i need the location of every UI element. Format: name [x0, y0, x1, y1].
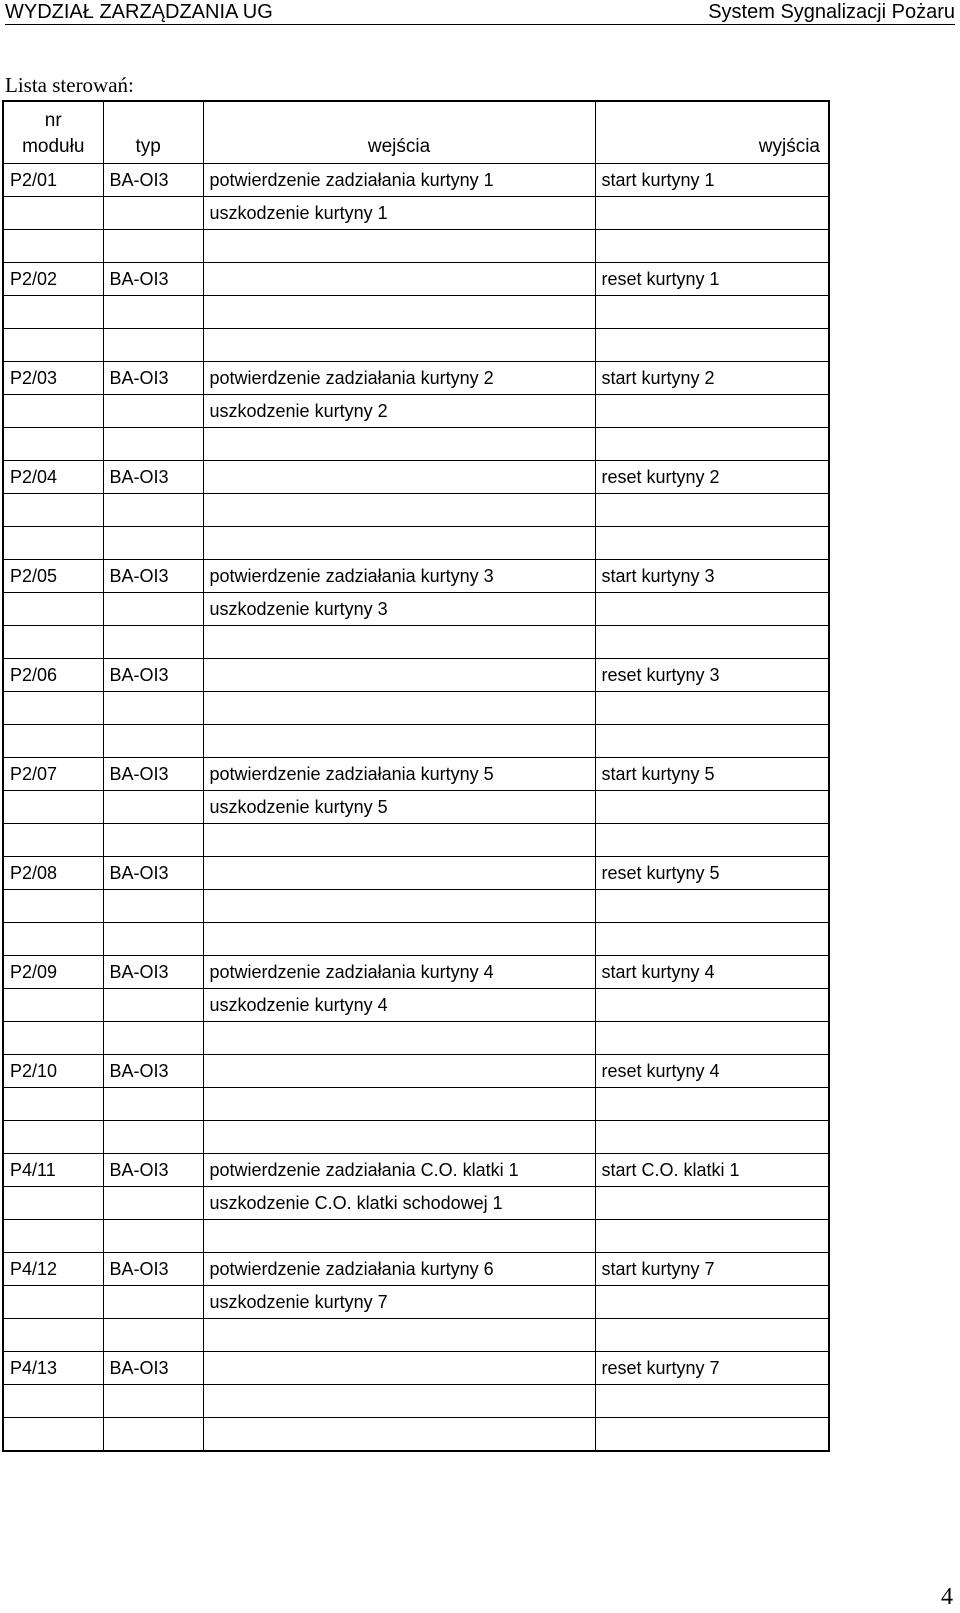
table-row — [3, 659, 829, 692]
cell-type: BA-OI3 — [103, 956, 203, 989]
cell-output — [595, 890, 829, 923]
cell-type — [103, 890, 203, 923]
cell-output — [595, 1220, 829, 1253]
cell-type — [103, 329, 203, 362]
cell-type: BA-OI3 — [103, 659, 203, 692]
cell-output — [595, 923, 829, 956]
cell-module-number — [3, 1286, 103, 1319]
table-row — [3, 1154, 829, 1187]
cell-type: BA-OI3 — [103, 461, 203, 494]
cell-type — [103, 824, 203, 857]
table-row — [3, 329, 829, 362]
cell-module-number — [3, 329, 103, 362]
cell-output — [595, 725, 829, 758]
cell-input — [203, 1088, 595, 1121]
table-row — [3, 626, 829, 659]
cell-type — [103, 1418, 203, 1452]
cell-output — [595, 428, 829, 461]
page-number: 4 — [941, 1584, 953, 1610]
cell-input — [203, 296, 595, 329]
cell-module-number — [3, 791, 103, 824]
cell-input — [203, 428, 595, 461]
cell-module-number: P4/12 — [3, 1253, 103, 1286]
cell-type — [103, 527, 203, 560]
list-title: Lista sterowań: — [5, 73, 134, 97]
table-row — [3, 296, 829, 329]
cell-input — [203, 527, 595, 560]
cell-output: start kurtyny 4 — [595, 956, 829, 989]
cell-output — [595, 1418, 829, 1452]
cell-input — [203, 263, 595, 296]
cell-output — [595, 1022, 829, 1055]
cell-input: potwierdzenie zadziałania kurtyny 4 — [203, 956, 595, 989]
cell-output — [595, 230, 829, 263]
cell-module-number: P2/10 — [3, 1055, 103, 1088]
table-row — [3, 791, 829, 824]
table-row — [3, 395, 829, 428]
cell-module-number — [3, 626, 103, 659]
cell-output — [595, 494, 829, 527]
cell-module-number — [3, 890, 103, 923]
cell-input — [203, 725, 595, 758]
cell-output — [595, 824, 829, 857]
cell-type — [103, 230, 203, 263]
cell-module-number — [3, 1187, 103, 1220]
cell-input — [203, 1055, 595, 1088]
cell-output — [595, 626, 829, 659]
cell-module-number — [3, 1220, 103, 1253]
cell-output — [595, 1286, 829, 1319]
table-row — [3, 1286, 829, 1319]
cell-module-number — [3, 1385, 103, 1418]
table-body — [3, 164, 829, 1452]
table-row — [3, 527, 829, 560]
cell-type — [103, 725, 203, 758]
cell-type: BA-OI3 — [103, 857, 203, 890]
cell-input — [203, 1220, 595, 1253]
cell-module-number: P2/07 — [3, 758, 103, 791]
table-row — [3, 164, 829, 197]
cell-type: BA-OI3 — [103, 164, 203, 197]
table-header-row — [3, 101, 829, 164]
cell-output: start kurtyny 5 — [595, 758, 829, 791]
cell-module-number — [3, 923, 103, 956]
table-row — [3, 692, 829, 725]
control-list-table — [2, 100, 830, 1452]
cell-module-number — [3, 989, 103, 1022]
cell-output: start kurtyny 1 — [595, 164, 829, 197]
table-row — [3, 197, 829, 230]
cell-module-number: P2/05 — [3, 560, 103, 593]
cell-type — [103, 1187, 203, 1220]
cell-module-number — [3, 527, 103, 560]
cell-output — [595, 296, 829, 329]
table-row — [3, 1088, 829, 1121]
cell-output — [595, 593, 829, 626]
cell-type: BA-OI3 — [103, 362, 203, 395]
cell-module-number — [3, 428, 103, 461]
cell-output — [595, 527, 829, 560]
table-row — [3, 1418, 829, 1452]
cell-output — [595, 197, 829, 230]
cell-input — [203, 692, 595, 725]
cell-type — [103, 197, 203, 230]
cell-module-number — [3, 296, 103, 329]
cell-output: reset kurtyny 3 — [595, 659, 829, 692]
table-row — [3, 923, 829, 956]
cell-input — [203, 1418, 595, 1452]
cell-module-number — [3, 725, 103, 758]
cell-module-number: P2/03 — [3, 362, 103, 395]
cell-output: reset kurtyny 7 — [595, 1352, 829, 1385]
cell-input — [203, 1385, 595, 1418]
table-row — [3, 1187, 829, 1220]
cell-type — [103, 626, 203, 659]
table-row — [3, 1352, 829, 1385]
cell-input — [203, 1352, 595, 1385]
cell-type — [103, 1022, 203, 1055]
cell-output: start kurtyny 3 — [595, 560, 829, 593]
cell-type — [103, 1286, 203, 1319]
cell-output — [595, 1121, 829, 1154]
cell-type — [103, 1319, 203, 1352]
table-row — [3, 362, 829, 395]
table-row — [3, 890, 829, 923]
cell-module-number — [3, 593, 103, 626]
cell-output: start kurtyny 7 — [595, 1253, 829, 1286]
cell-module-number — [3, 1088, 103, 1121]
cell-input: uszkodzenie kurtyny 3 — [203, 593, 595, 626]
cell-output — [595, 989, 829, 1022]
cell-type: BA-OI3 — [103, 1253, 203, 1286]
cell-input — [203, 857, 595, 890]
table-row — [3, 593, 829, 626]
cell-output: reset kurtyny 2 — [595, 461, 829, 494]
cell-module-number — [3, 395, 103, 428]
cell-module-number: P4/11 — [3, 1154, 103, 1187]
table-row — [3, 428, 829, 461]
header-faculty: WYDZIAŁ ZARZĄDZANIA UG — [5, 1, 273, 23]
column-header-type: typ — [103, 101, 203, 164]
cell-type — [103, 1121, 203, 1154]
cell-input: uszkodzenie kurtyny 7 — [203, 1286, 595, 1319]
cell-type: BA-OI3 — [103, 1352, 203, 1385]
table-row — [3, 1253, 829, 1286]
cell-type: BA-OI3 — [103, 560, 203, 593]
cell-output — [595, 791, 829, 824]
table-row — [3, 956, 829, 989]
table-row — [3, 230, 829, 263]
cell-output: reset kurtyny 5 — [595, 857, 829, 890]
cell-module-number — [3, 692, 103, 725]
cell-module-number: P2/08 — [3, 857, 103, 890]
cell-input: uszkodzenie C.O. klatki schodowej 1 — [203, 1187, 595, 1220]
cell-module-number: P2/01 — [3, 164, 103, 197]
cell-module-number — [3, 824, 103, 857]
cell-input: uszkodzenie kurtyny 5 — [203, 791, 595, 824]
cell-module-number — [3, 230, 103, 263]
cell-type — [103, 791, 203, 824]
cell-module-number — [3, 1121, 103, 1154]
cell-module-number: P2/09 — [3, 956, 103, 989]
table-row — [3, 560, 829, 593]
cell-output: reset kurtyny 1 — [595, 263, 829, 296]
cell-input — [203, 494, 595, 527]
table-row — [3, 1055, 829, 1088]
table-row — [3, 1319, 829, 1352]
cell-output: start kurtyny 2 — [595, 362, 829, 395]
cell-input — [203, 659, 595, 692]
table-row — [3, 263, 829, 296]
cell-input — [203, 923, 595, 956]
cell-input — [203, 626, 595, 659]
cell-module-number: P2/04 — [3, 461, 103, 494]
cell-input — [203, 890, 595, 923]
cell-input: potwierdzenie zadziałania kurtyny 2 — [203, 362, 595, 395]
cell-output — [595, 1385, 829, 1418]
cell-input — [203, 230, 595, 263]
cell-output — [595, 395, 829, 428]
cell-type — [103, 1220, 203, 1253]
cell-input: potwierdzenie zadziałania kurtyny 6 — [203, 1253, 595, 1286]
cell-type — [103, 1088, 203, 1121]
cell-input — [203, 329, 595, 362]
cell-input: potwierdzenie zadziałania kurtyny 5 — [203, 758, 595, 791]
cell-output — [595, 1088, 829, 1121]
table-row — [3, 1385, 829, 1418]
cell-type: BA-OI3 — [103, 1154, 203, 1187]
header-system-name: System Sygnalizacji Pożaru — [708, 1, 955, 23]
cell-input — [203, 824, 595, 857]
cell-module-number: P2/06 — [3, 659, 103, 692]
table-row — [3, 494, 829, 527]
cell-type — [103, 428, 203, 461]
cell-input — [203, 1121, 595, 1154]
cell-module-number — [3, 1418, 103, 1452]
column-header-module-number-line1: nr — [44, 110, 62, 131]
table-row — [3, 1121, 829, 1154]
cell-input — [203, 1022, 595, 1055]
cell-type — [103, 989, 203, 1022]
cell-type — [103, 923, 203, 956]
column-header-inputs: wejścia — [203, 101, 595, 164]
cell-output — [595, 1319, 829, 1352]
table-row — [3, 725, 829, 758]
table-row — [3, 758, 829, 791]
cell-input: potwierdzenie zadziałania kurtyny 1 — [203, 164, 595, 197]
table-row — [3, 1022, 829, 1055]
cell-input: uszkodzenie kurtyny 2 — [203, 395, 595, 428]
cell-input — [203, 461, 595, 494]
column-header-module-number — [3, 101, 103, 164]
cell-type: BA-OI3 — [103, 1055, 203, 1088]
cell-module-number: P2/02 — [3, 263, 103, 296]
page-header — [5, 0, 955, 25]
cell-output — [595, 329, 829, 362]
cell-input: uszkodzenie kurtyny 1 — [203, 197, 595, 230]
table-row — [3, 824, 829, 857]
table-row — [3, 461, 829, 494]
cell-type — [103, 395, 203, 428]
column-header-module-number-line2: modułu — [22, 136, 85, 157]
cell-input — [203, 1319, 595, 1352]
cell-output — [595, 692, 829, 725]
cell-module-number — [3, 197, 103, 230]
cell-output: reset kurtyny 4 — [595, 1055, 829, 1088]
cell-output: start C.O. klatki 1 — [595, 1154, 829, 1187]
table-row — [3, 1220, 829, 1253]
cell-module-number: P4/13 — [3, 1352, 103, 1385]
cell-type — [103, 296, 203, 329]
cell-input: uszkodzenie kurtyny 4 — [203, 989, 595, 1022]
cell-type: BA-OI3 — [103, 758, 203, 791]
cell-type — [103, 1385, 203, 1418]
table-row — [3, 857, 829, 890]
cell-module-number — [3, 1319, 103, 1352]
cell-module-number — [3, 494, 103, 527]
cell-input: potwierdzenie zadziałania C.O. klatki 1 — [203, 1154, 595, 1187]
table-row — [3, 989, 829, 1022]
cell-module-number — [3, 1022, 103, 1055]
cell-type — [103, 494, 203, 527]
column-header-outputs: wyjścia — [595, 101, 829, 164]
cell-input: potwierdzenie zadziałania kurtyny 3 — [203, 560, 595, 593]
cell-type — [103, 593, 203, 626]
cell-output — [595, 1187, 829, 1220]
cell-type — [103, 692, 203, 725]
cell-type: BA-OI3 — [103, 263, 203, 296]
